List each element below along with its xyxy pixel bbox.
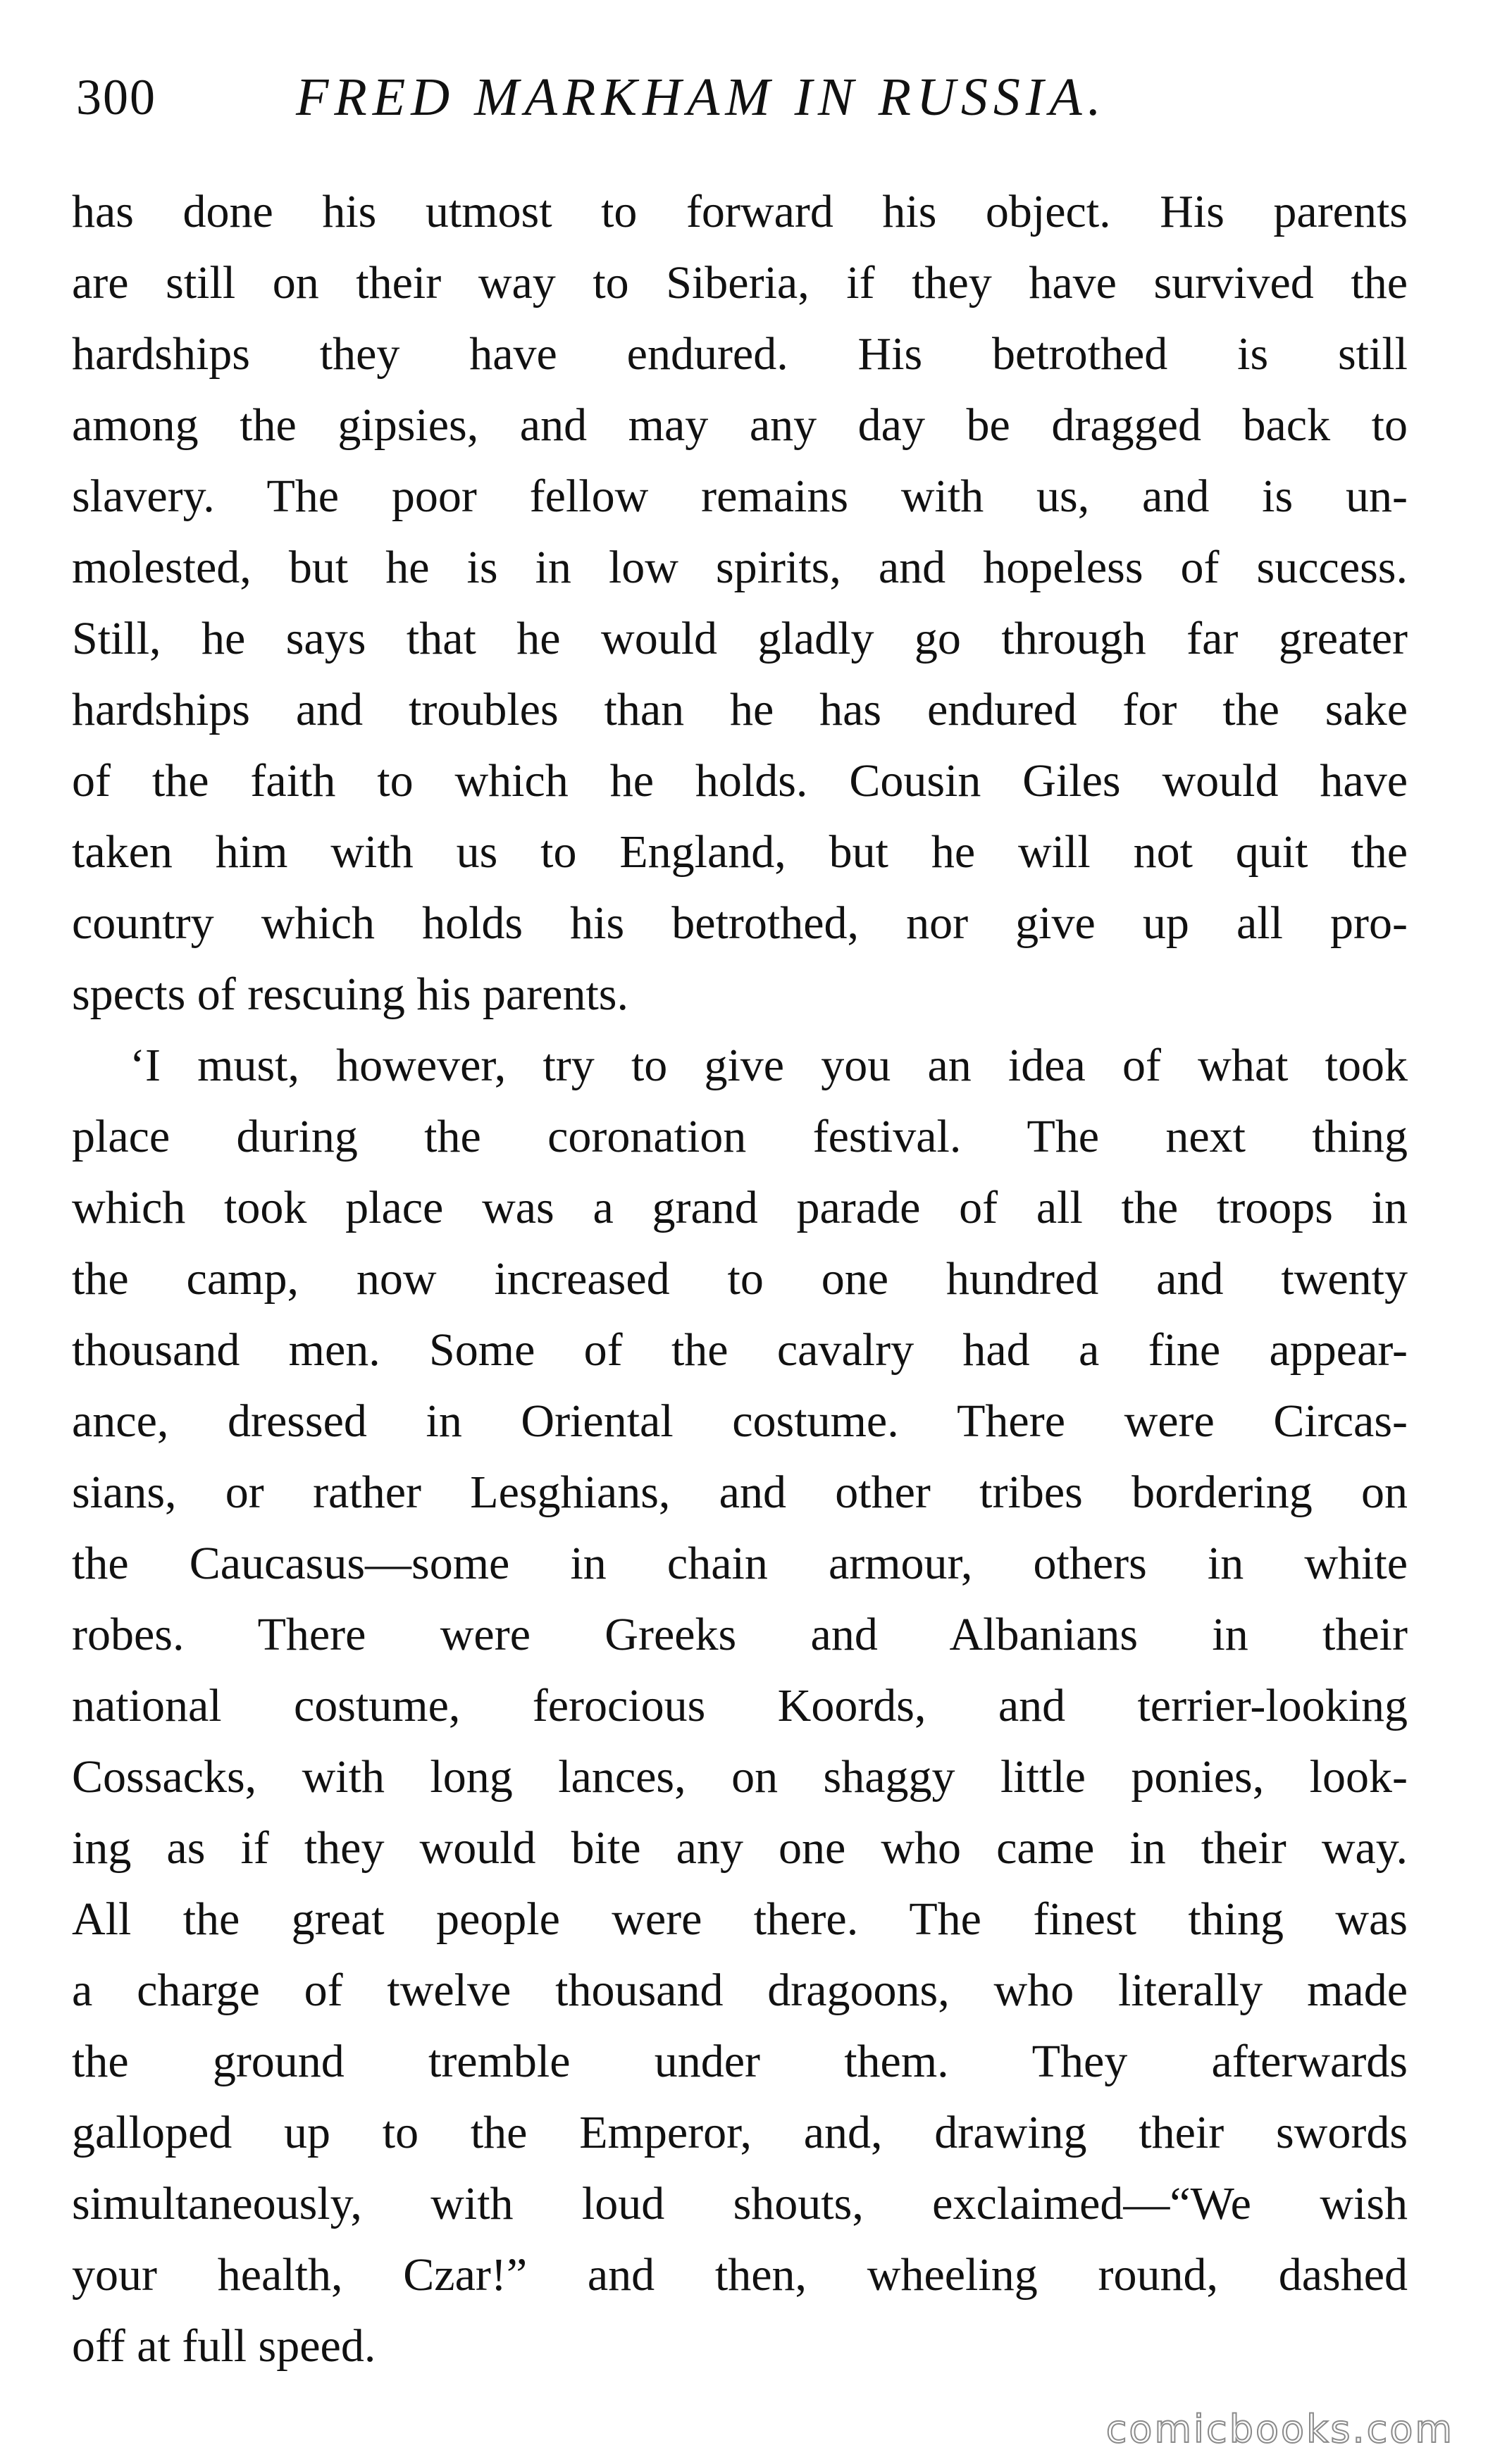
- text-line: taken him with us to England, but he will not quit the: [72, 826, 1408, 878]
- text-line: place during the coronation festival. The next thing: [72, 1111, 1408, 1162]
- text-line: spects of rescuing his parents.: [72, 969, 628, 1020]
- text-line: ing as if they would bite any one who came in their way.: [72, 1822, 1408, 1874]
- text-line: a charge of twelve thousand dragoons, who literally made: [72, 1965, 1408, 2016]
- running-head: [76, 62, 1415, 132]
- text-line: slavery. The poor fellow remains with us, and is un-: [72, 471, 1408, 522]
- text-line: robes. There were Greeks and Albanians in their: [72, 1609, 1408, 1660]
- text-line: ance, dressed in Oriental costume. There were Circas-: [72, 1395, 1408, 1447]
- text-line: Cossacks, with long lances, on shaggy little ponies, look-: [72, 1751, 1408, 1803]
- text-line: sians, or rather Lesghians, and other tribes bordering on: [72, 1467, 1408, 1518]
- text-line: country which holds his betrothed, nor give up all pro-: [72, 897, 1408, 949]
- body-text: [72, 176, 1408, 2382]
- text-line: has done his utmost to forward his object. His parents: [72, 186, 1408, 237]
- text-line: the camp, now increased to one hundred and twenty: [72, 1253, 1408, 1305]
- text-line: which took place was a grand parade of all the troops in: [72, 1182, 1408, 1233]
- text-line: Still, he says that he would gladly go through far greater: [72, 613, 1408, 664]
- text-line: simultaneously, with loud shouts, exclaimed—“We wish: [72, 2178, 1408, 2229]
- text-line: among the gipsies, and may any day be dragged back to: [72, 399, 1408, 451]
- text-line: off at full speed.: [72, 2320, 376, 2372]
- text-line: the ground tremble under them. They afterwards: [72, 2036, 1408, 2087]
- text-line: are still on their way to Siberia, if they have survived the: [72, 257, 1408, 309]
- text-line: hardships and troubles than he has endured for the sake: [72, 684, 1408, 735]
- text-line: galloped up to the Emperor, and, drawing their swords: [72, 2107, 1408, 2158]
- text-line: All the great people were there. The finest thing was: [72, 1893, 1408, 1945]
- paragraph-2: [72, 1030, 1408, 2382]
- text-line: of the faith to which he holds. Cousin Giles would have: [72, 755, 1408, 807]
- running-title: FRED MARKHAM IN RUSSIA.: [296, 68, 1107, 127]
- text-line: ‘I must, however, try to give you an idea of what took: [130, 1040, 1408, 1091]
- text-line: hardships they have endured. His betrothed is still: [72, 328, 1408, 380]
- text-line: molested, but he is in low spirits, and hopeless of success.: [72, 542, 1408, 593]
- text-line: your health, Czar!” and then, wheeling round, dashed: [72, 2249, 1408, 2301]
- watermark: comicbooks.com: [1105, 2407, 1454, 2451]
- text-line: national costume, ferocious Koords, and terrier-looking: [72, 1680, 1408, 1731]
- text-line: thousand men. Some of the cavalry had a fine appear-: [72, 1324, 1408, 1376]
- text-line: the Caucasus—some in chain armour, others in white: [72, 1538, 1408, 1589]
- paragraph-1: [72, 176, 1408, 1030]
- page-number: 300: [76, 69, 156, 125]
